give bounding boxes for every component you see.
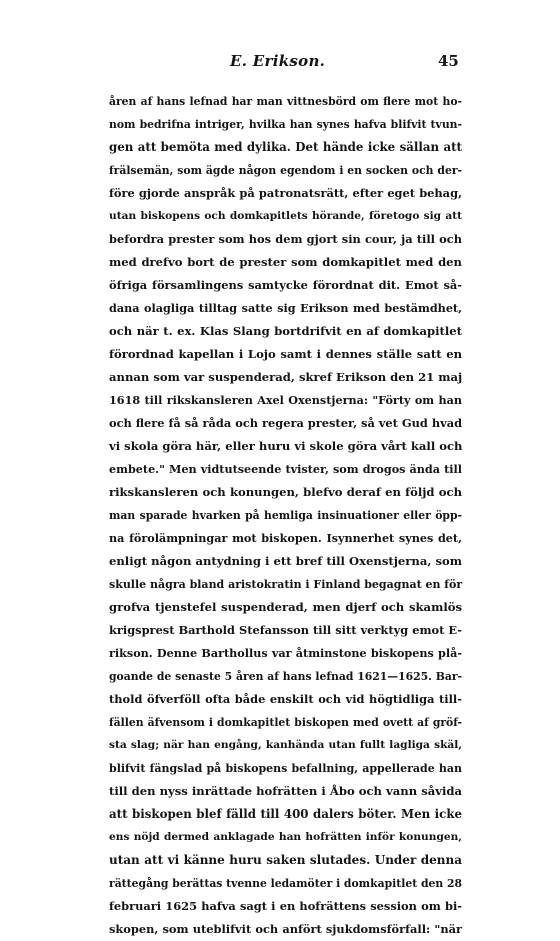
text-line: goande de senaste 5 åren af hans lefnad 1621—1625. Bar- — [109, 670, 462, 683]
text-line: frälsemän, som ägde någon egendom i en socken och der- — [109, 164, 462, 177]
text-line: embete." Men vidtutseende tvister, som drogos ända till — [109, 462, 462, 476]
text-line: na förolämpningar mot biskopen. Isynnerhet synes det, — [109, 531, 462, 545]
text-line: före gjorde anspråk på patronatsrätt, efter eget behag, — [109, 186, 462, 200]
text-line: sta slag; när han engång, kanhända utan fullt lagliga skäl, — [109, 739, 462, 751]
text-line: att biskopen blef fälld till 400 dalers böter. Men icke — [109, 807, 462, 821]
text-line: befordra prester som hos dem gjort sin cour, ja till och — [109, 232, 462, 246]
text-line: 1618 till rikskansleren Axel Oxenstjerna: "Förty om han — [109, 393, 462, 407]
text-line: rikskansleren och konungen, blefvo deraf en följd och — [109, 485, 462, 499]
page-number: 45 — [438, 52, 459, 70]
text-line: öfriga församlingens samtycke förordnat dit. Emot så- — [109, 278, 462, 292]
text-line: vi skola göra här, eller huru vi skole göra vårt kall och — [109, 439, 463, 453]
text-line: rikson. Denne Barthollus var åtminstone biskopens plå- — [109, 646, 462, 660]
text-line: till den nyss inrättade hofrätten i Åbo och vann såvida — [109, 784, 462, 798]
text-line: fällen äfvensom i domkapitlet biskopen med ovett af gröf- — [109, 716, 462, 729]
running-header — [0, 52, 560, 76]
text-line: gen att bemöta med dylika. Det hände icke sällan att — [109, 140, 462, 154]
text-line: med drefvo bort de prester som domkapitlet med den — [109, 255, 462, 269]
text-line: enligt någon antydning i ett bref till Oxenstjerna, som — [109, 554, 462, 568]
text-line: och flere få så råda och regera prester, så vet Gud hvad — [109, 416, 463, 430]
text-line: rättegång berättas tvenne ledamöter i domkapitlet den 28 — [109, 877, 462, 890]
body-text — [109, 90, 462, 941]
text-line: blifvit fängslad på biskopens befallning, appellerade han — [109, 762, 462, 775]
text-line: utan att vi känne huru saken slutades. Under denna — [109, 853, 462, 867]
text-line: nom bedrifna intriger, hvilka han synes hafva blifvit tvun- — [109, 118, 462, 131]
text-line: och när t. ex. Klas Slang bortdrifvit en af domkapitlet — [109, 324, 462, 338]
text-line: annan som var suspenderad, skref Erikson den 21 maj — [109, 370, 463, 384]
text-line: förordnad kapellan i Lojo samt i dennes ställe satt en — [109, 347, 462, 361]
text-line: ens nöjd dermed anklagade han hofrätten inför konungen, — [109, 831, 462, 843]
text-line: skulle några bland aristokratin i Finland begagnat en för — [109, 578, 463, 591]
text-line: utan biskopens och domkapitlets hörande, företogo sig att — [109, 210, 462, 222]
running-title: E. Erikson. — [230, 52, 326, 70]
text-line: dana olagliga tilltag satte sig Erikson med bestämdhet, — [109, 301, 462, 315]
text-line: krigsprest Barthold Stefansson till sitt verktyg emot E- — [109, 623, 462, 637]
text-line: februari 1625 hafva sagt i en hofrättens session om bi- — [109, 899, 462, 913]
text-line: skopen, som uteblifvit och anfört sjukdomsförfall: "när — [109, 922, 462, 936]
text-line: åren af hans lefnad har man vittnesbörd om flere mot ho- — [109, 95, 462, 108]
text-line: grofva tjenstefel suspenderad, men djerf och skamlös — [109, 600, 462, 614]
text-line: thold öfverföll ofta både enskilt och vid högtidliga till- — [109, 692, 462, 706]
text-line: man sparade hvarken på hemliga insinuationer eller öpp- — [109, 509, 462, 522]
